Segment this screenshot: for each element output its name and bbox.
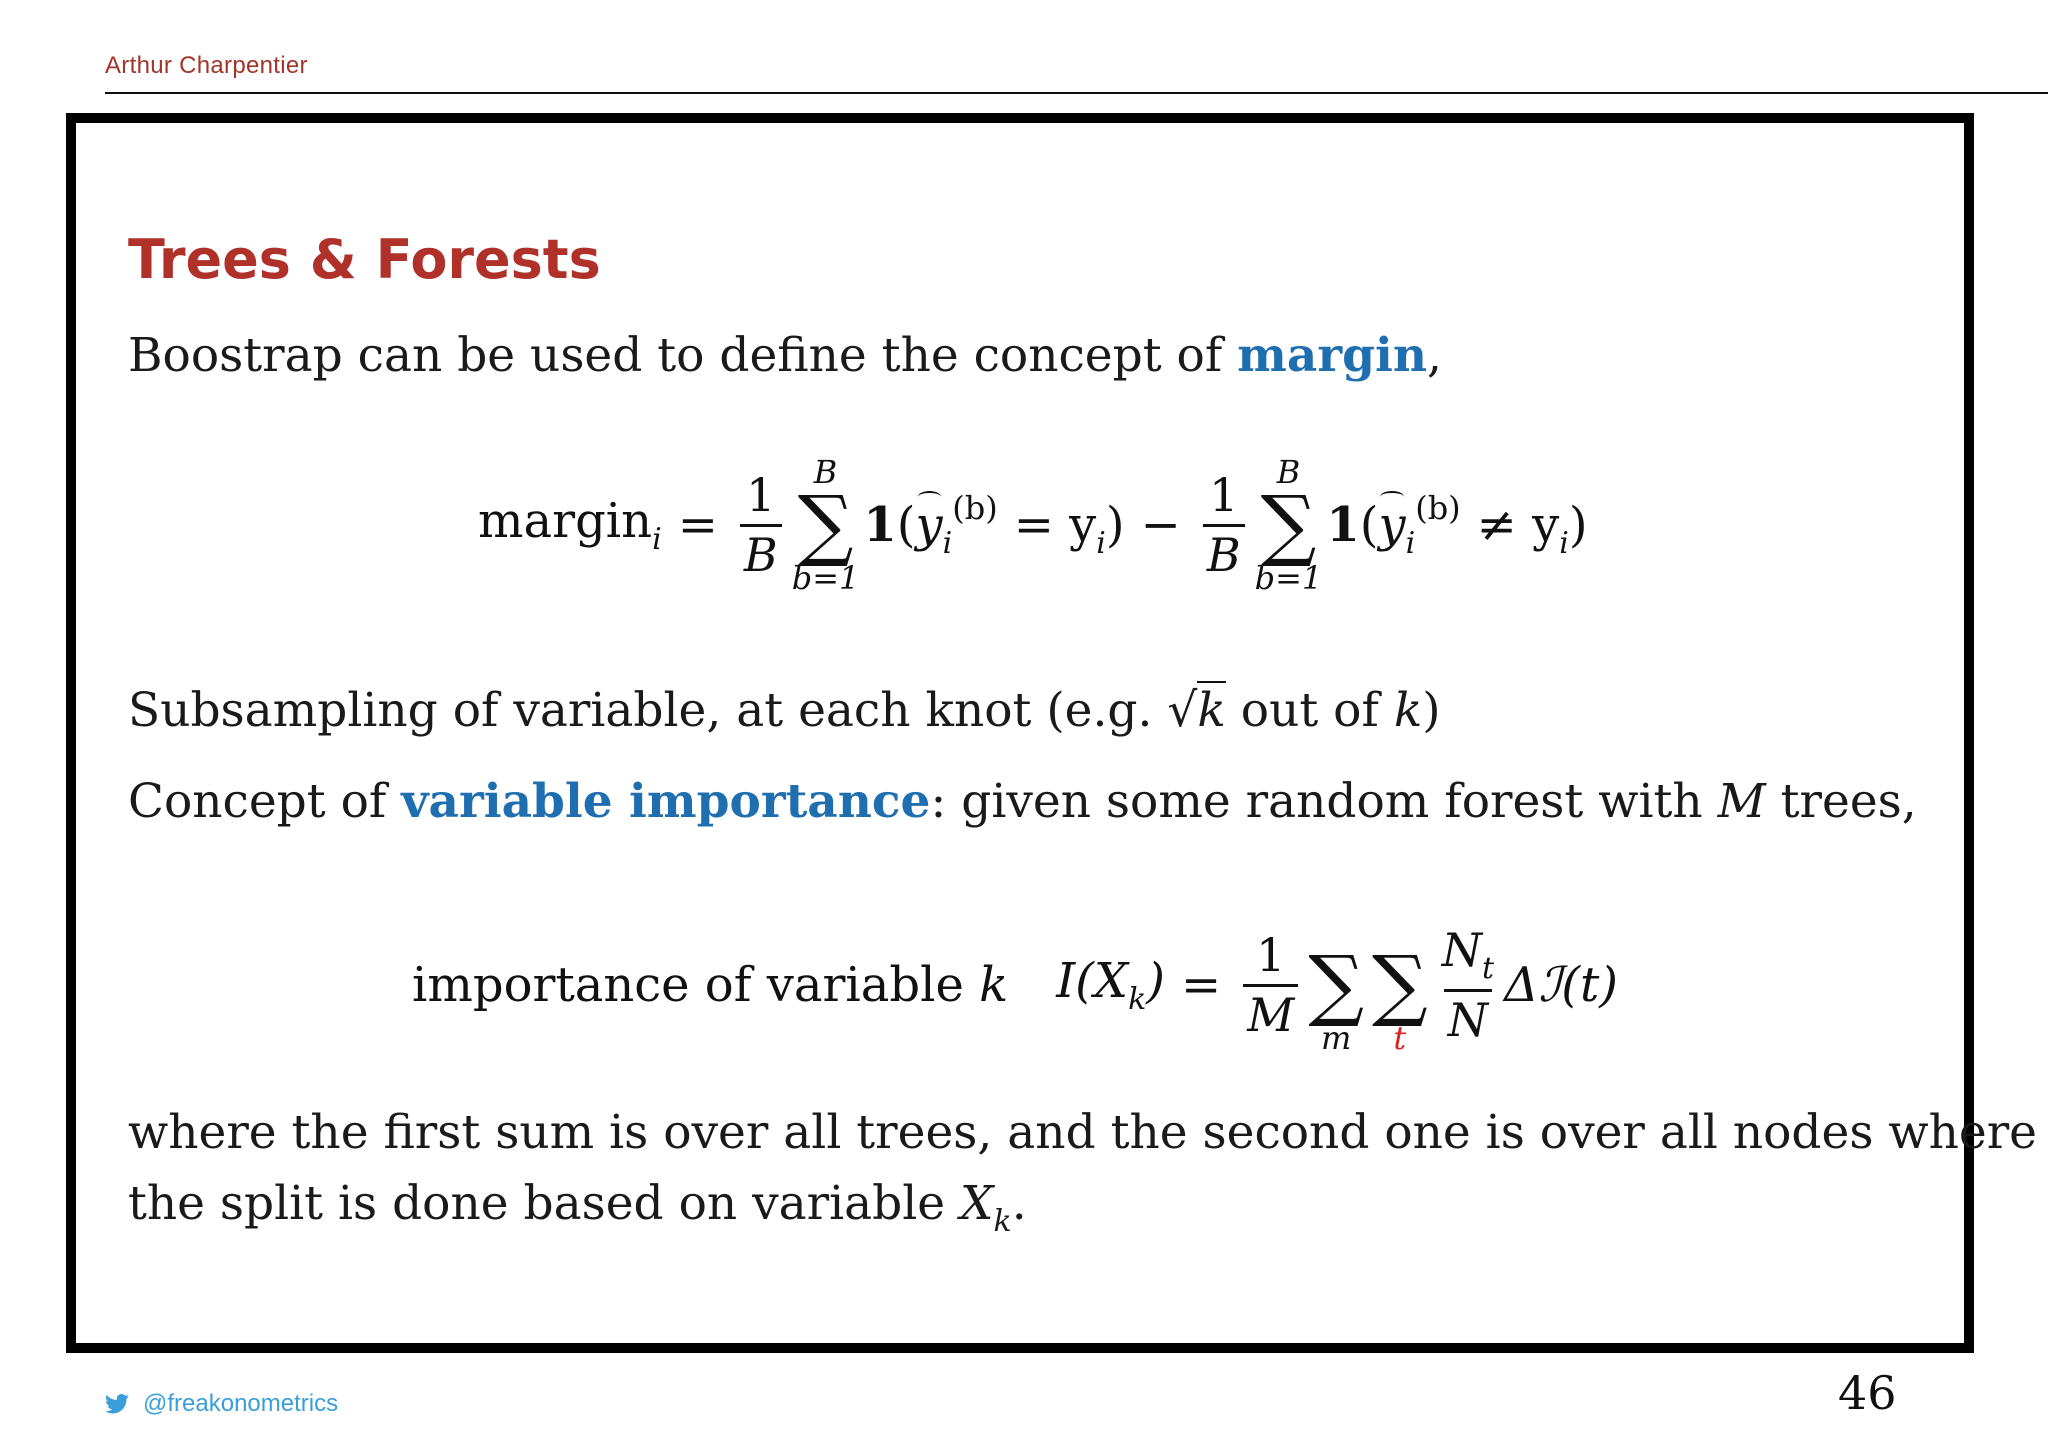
eq2-label: importance of variable k [412, 957, 1009, 1013]
eq1-sum-1: B ∑ b=1 [791, 452, 860, 598]
paragraph-where-line2: the split is done based on variable $X_k$. [128, 1176, 1027, 1239]
eq1-lhs: margin$_i$ [478, 493, 662, 557]
eq2-sum-t: ∑ t [1372, 939, 1428, 1058]
paragraph-subsampling: Subsampling of variable, at each knot (e.g. √k out of k) [128, 683, 1441, 738]
eq1-term-2: $1(y_i^{(b)} \ne y_i)$ [1326, 489, 1588, 561]
author-name: Arthur Charpentier [105, 52, 308, 79]
header-rule [105, 92, 2048, 94]
sqrt-symbol: √ [1167, 683, 1198, 738]
eq2-lhs: $I(X_k)$ [1056, 953, 1165, 1017]
sum-icon: ∑ [1308, 939, 1365, 1030]
eq1-minus: − [1140, 497, 1181, 553]
paragraph-where-line1: where the first sum is over all trees, and the second one is over all nodes where [128, 1105, 2037, 1160]
highlight-margin: margin [1237, 328, 1428, 383]
equation-importance: importance of variable k $I(X_k)$ = $\frac{1}{M}$ ∑ m ∑ t $\frac{N_t}{N}$ Δℐ(t) [412, 900, 1618, 1070]
eq2-frac-2: $\frac{N_t}{N}$ [1441, 923, 1495, 1047]
eq1-term-1: $1(y_i^{(b)} = y_i)$ [863, 489, 1125, 561]
eq1-frac-1: $\frac{1}{B}$ [740, 471, 782, 579]
sum-icon: ∑ [797, 479, 854, 570]
page-number: 46 [1838, 1366, 1897, 1420]
paragraph-importance: Concept of variable importance: given some random forest with M trees, [128, 774, 1917, 829]
eq1-frac-2: $\frac{1}{B}$ [1203, 471, 1245, 579]
p1-comma: , [1427, 328, 1442, 383]
highlight-variable-importance: variable importance [401, 774, 931, 829]
paragraph-margin [128, 328, 1442, 383]
eq2-frac-1: $\frac{1}{M}$ [1243, 931, 1298, 1039]
p1-text: Boostrap can be used to define the concept of [128, 328, 1238, 383]
equation-margin: margin$_i$ = $\frac{1}{B}$ B ∑ b=1 $1(y_i^{(b)} = y_i)$ − $\frac{1}{B}$ B ∑ b=1 $1(y_i^{(b)} \ne y_i)$ [478, 452, 1588, 598]
eq2-sum-m: ∑ m [1308, 939, 1365, 1058]
twitter-bird-icon [105, 1393, 129, 1415]
sum-icon: ∑ [1372, 939, 1428, 1030]
eq2-delta: Δℐ(t) [1504, 957, 1618, 1013]
eq1-sum-2: B ∑ b=1 [1254, 452, 1323, 598]
footer-twitter[interactable] [105, 1390, 338, 1418]
twitter-handle[interactable]: @freakonometrics [143, 1390, 339, 1417]
sum-icon: ∑ [1260, 479, 1317, 570]
slide-title: Trees & Forests [128, 228, 601, 291]
